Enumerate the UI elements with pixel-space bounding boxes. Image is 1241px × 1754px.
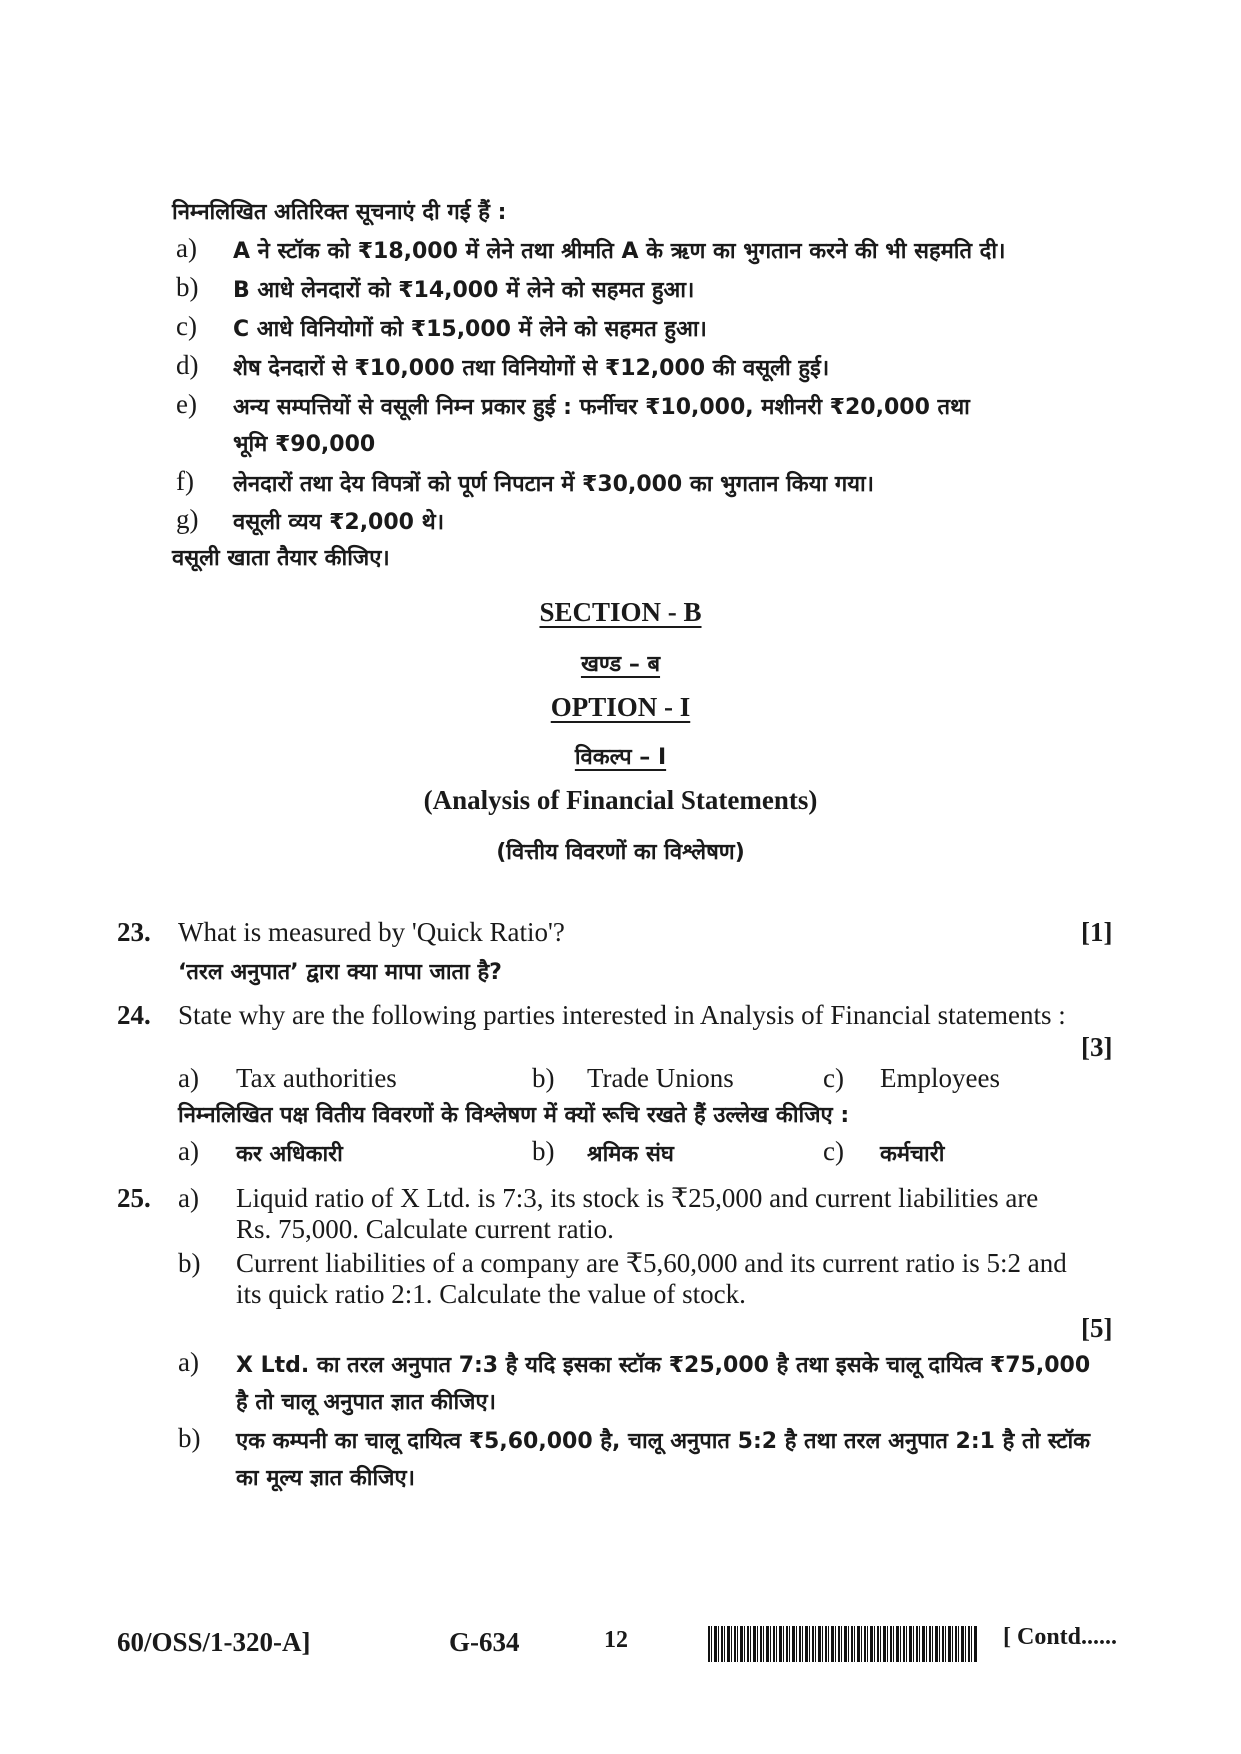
subpart-text-hindi-cont: का मूल्य ज्ञात कीजिए।: [236, 1466, 416, 1491]
question-text-hindi: ‘तरल अनुपात’ द्वारा क्या मापा जाता है?: [178, 960, 502, 985]
intro-item-label: e): [176, 389, 197, 419]
intro-heading: निम्नलिखित अतिरिक्त सूचनाएं दी गई हैं :: [172, 200, 507, 225]
question-text-hindi: निम्नलिखित पक्ष वितीय विवरणों के विश्लेषण में क्यों रूचि रखते हैं उल्लेख कीजिए :: [178, 1103, 850, 1128]
subpart-label: b): [178, 1423, 201, 1453]
intro-item-label: d): [176, 350, 199, 380]
subpart-label: a): [178, 1347, 199, 1377]
intro-item-text: C आधे विनियोगों को ₹15,000 में लेने को सहमत हुआ।: [233, 317, 707, 342]
subpart-text-cont: Rs. 75,000. Calculate current ratio.: [236, 1214, 614, 1244]
intro-item-text-cont: भूमि ₹90,000: [233, 432, 376, 457]
question-marks: [3]: [1081, 1032, 1113, 1062]
subpart-label: b): [178, 1248, 201, 1278]
page-number: 12: [604, 1627, 628, 1653]
question-marks: [1]: [1081, 917, 1113, 947]
subject-title: (Analysis of Financial Statements): [423, 785, 818, 815]
option-text-hindi: श्रमिक संघ: [587, 1142, 674, 1167]
section-title-hindi: खण्ड – ब: [580, 652, 661, 677]
subpart-text: Current liabilities of a company are ₹5,60,000 and its current ratio is 5:2 and: [236, 1248, 1067, 1278]
option-text: Trade Unions: [587, 1063, 734, 1093]
subpart-label: a): [178, 1183, 199, 1213]
question-text: State why are the following parties interested in Analysis of Financial statements :: [178, 1000, 1066, 1030]
option-label: a): [178, 1063, 199, 1093]
section-title: SECTION - B: [539, 597, 702, 627]
intro-item-text: A ने स्टॉक को ₹18,000 में लेने तथा श्रीमति A के ऋण का भुगतान करने की भी सहमति दी।: [233, 239, 1006, 264]
question-number: 23.: [117, 917, 151, 947]
option-label: b): [532, 1063, 555, 1093]
subpart-text: Liquid ratio of X Ltd. is 7:3, its stock is ₹25,000 and current liabilities are: [236, 1183, 1039, 1213]
intro-item-text: अन्य सम्पत्तियों से वसूली निम्न प्रकार हुई : फर्नीचर ₹10,000, मशीनरी ₹20,000 तथा: [233, 395, 970, 420]
intro-item-text: शेष देनदारों से ₹10,000 तथा विनियोगों से ₹12,000 की वसूली हुई।: [233, 356, 830, 381]
continued-marker: [ Contd......: [1003, 1624, 1118, 1650]
subpart-text-cont: its quick ratio 2:1. Calculate the value of stock.: [236, 1279, 746, 1309]
question-marks: [5]: [1081, 1313, 1113, 1343]
option-label: b): [532, 1136, 555, 1166]
option-text-hindi: कर अधिकारी: [236, 1142, 343, 1167]
paper-code: 60/OSS/1-320-A]: [117, 1627, 311, 1657]
question-text: What is measured by 'Quick Ratio'?: [178, 917, 565, 947]
intro-item-label: a): [176, 233, 197, 263]
subject-title-hindi: (वित्तीय विवरणों का विश्लेषण): [496, 840, 745, 865]
barcode-image: [708, 1626, 978, 1662]
option-text: Employees: [880, 1063, 1000, 1093]
option-title: OPTION - I: [550, 692, 691, 722]
intro-item-text: B आधे लेनदारों को ₹14,000 में लेने को सहमत हुआ।: [233, 278, 695, 303]
subpart-text-hindi-cont: है तो चालू अनुपात ज्ञात कीजिए।: [236, 1390, 497, 1415]
subpart-text-hindi: एक कम्पनी का चालू दायित्व ₹5,60,000 है, चालू अनुपात 5:2 है तथा तरल अनुपात 2:1 है तो स्टॉक: [236, 1429, 1091, 1454]
series-code: G-634: [449, 1627, 520, 1657]
intro-item-text: वसूली व्यय ₹2,000 थे।: [233, 510, 445, 535]
option-text-hindi: कर्मचारी: [880, 1142, 945, 1167]
intro-item-label: c): [176, 311, 197, 341]
option-text: Tax authorities: [236, 1063, 397, 1093]
question-number: 25.: [117, 1183, 151, 1213]
intro-item-label: b): [176, 272, 199, 302]
intro-item-text: लेनदारों तथा देय विपत्रों को पूर्ण निपटान में ₹30,000 का भुगतान किया गया।: [233, 472, 875, 497]
option-label: a): [178, 1136, 199, 1166]
subpart-text-hindi: X Ltd. का तरल अनुपात 7:3 है यदि इसका स्टॉक ₹25,000 है तथा इसके चालू दायित्व ₹75,000: [236, 1353, 1091, 1378]
option-title-hindi: विकल्प – I: [574, 745, 667, 770]
intro-item-label: f): [176, 466, 194, 496]
option-label: c): [823, 1063, 844, 1093]
intro-closing: वसूली खाता तैयार कीजिए।: [172, 546, 390, 571]
question-number: 24.: [117, 1000, 151, 1030]
option-label: c): [823, 1136, 844, 1166]
intro-item-label: g): [176, 504, 199, 534]
